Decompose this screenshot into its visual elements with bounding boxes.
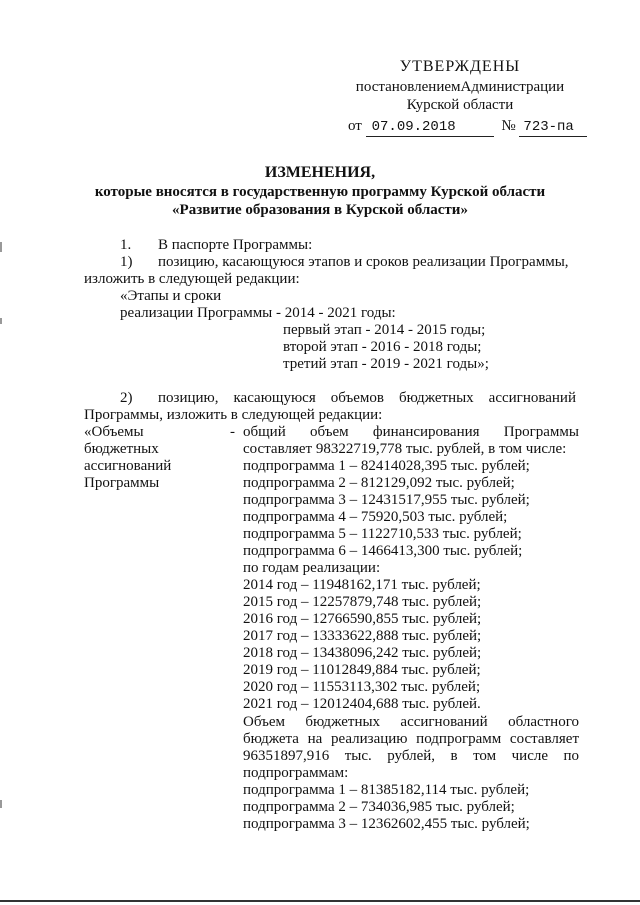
year-line: 2019 год – 11012849,884 тыс. рублей;	[243, 662, 481, 678]
year-line: 2018 год – 13438096,242 тыс. рублей;	[243, 645, 482, 661]
subprogram-line: подпрограмма 2 – 812129,092 тыс. рублей;	[243, 475, 515, 491]
year-line: 2017 год – 13333622,888 тыс. рублей;	[243, 628, 482, 644]
item-1-text: позицию, касающуюся этапов и сроков реализации Программы,	[158, 254, 569, 270]
regional-subprogram-line: подпрограмма 3 – 12362602,455 тыс. рублей;	[243, 816, 530, 832]
scan-edge-mark	[0, 242, 2, 252]
scan-bottom-edge	[0, 900, 640, 902]
label-dash: -	[230, 424, 235, 440]
approval-line-1: постановлениемАдминистрации	[355, 79, 565, 95]
regional-budget-line-2: бюджета на реализацию подпрограмм составляет	[243, 731, 579, 747]
item-2-continuation: Программы, изложить в следующей редакции:	[84, 407, 383, 423]
quote-stages-line-2: реализации Программы - 2014 - 2021 годы:	[120, 305, 396, 321]
approval-block	[330, 58, 590, 114]
item-2-text: позицию, касающуюся объемов бюджетных ассигнований	[158, 390, 576, 406]
budget-label-line-4: Программы	[84, 475, 160, 491]
scan-edge-mark	[0, 800, 2, 808]
budget-label-column	[84, 424, 171, 492]
year-line: 2015 год – 12257879,748 тыс. рублей;	[243, 594, 482, 610]
document-subtitle-line-2: «Развитие образования в Курской области»	[172, 202, 468, 218]
regional-details-column	[243, 765, 530, 833]
stage-1: первый этап - 2014 - 2015 годы;	[283, 322, 486, 338]
total-financing-line-1: общий объем финансирования Программы	[243, 424, 579, 440]
document-subtitle-line-1: которые вносятся в государственную программу Курской области	[94, 184, 546, 200]
budget-label-line-2: бюджетных	[84, 441, 159, 457]
from-label: от	[348, 118, 362, 134]
regional-budget-line-3: 96351897,916 тыс. рублей, в том числе по	[243, 748, 579, 764]
subprogram-line: подпрограмма 5 – 1122710,533 тыс. рублей;	[243, 526, 522, 542]
scan-edge-mark	[0, 318, 2, 324]
year-line: 2016 год – 12766590,855 тыс. рублей;	[243, 611, 482, 627]
approval-number: 723-па	[519, 119, 587, 137]
document-title: ИЗМЕНЕНИЯ,	[264, 164, 376, 181]
subprogram-line: подпрограмма 4 – 75920,503 тыс. рублей;	[243, 509, 508, 525]
year-line: 2014 год – 11948162,171 тыс. рублей;	[243, 577, 481, 593]
section-1-number: 1.	[120, 237, 132, 253]
subprogram-line: подпрограмма 6 – 1466413,300 тыс. рублей;	[243, 543, 523, 559]
stage-2: второй этап - 2016 - 2018 годы;	[283, 339, 482, 355]
budget-label-line-3: ассигнований	[84, 458, 172, 474]
section-1-text: В паспорте Программы:	[158, 237, 313, 253]
total-financing-line-2: составляет 98322719,778 тыс. рублей, в том числе:	[243, 441, 567, 457]
item-1-number: 1)	[120, 254, 133, 270]
number-label: №	[501, 118, 516, 134]
regional-subprogram-line: подпрограмма 2 – 734036,985 тыс. рублей;	[243, 799, 515, 815]
budget-details-column	[243, 441, 566, 713]
regional-budget-line-1: Объем бюджетных ассигнований областного	[243, 714, 579, 730]
by-years-label: по годам реализации:	[243, 560, 381, 576]
approval-line-2: Курской области	[406, 97, 514, 113]
regional-subprogram-line: подпрограмма 1 – 81385182,114 тыс. рублей;	[243, 782, 530, 798]
stage-3: третий этап - 2019 - 2021 годы»;	[283, 356, 489, 372]
approval-heading: УТВЕРЖДЕНЫ	[399, 58, 521, 75]
subprogram-line: подпрограмма 3 – 12431517,955 тыс. рублей;	[243, 492, 530, 508]
year-line: 2020 год – 11553113,302 тыс. рублей;	[243, 679, 481, 695]
budget-label-line-1: «Объемы	[84, 424, 144, 440]
approval-date-line	[348, 118, 587, 137]
item-1-continuation: изложить в следующей редакции:	[84, 271, 300, 287]
quote-stages-line-1: «Этапы и сроки	[120, 288, 222, 304]
year-line: 2021 год – 12012404,688 тыс. рублей.	[243, 696, 481, 712]
approval-date: 07.09.2018	[366, 119, 494, 137]
subprogram-line: подпрограмма 1 – 82414028,395 тыс. рублей;	[243, 458, 530, 474]
regional-budget-line-4: подпрограммам:	[243, 765, 349, 781]
item-2-number: 2)	[120, 390, 133, 406]
